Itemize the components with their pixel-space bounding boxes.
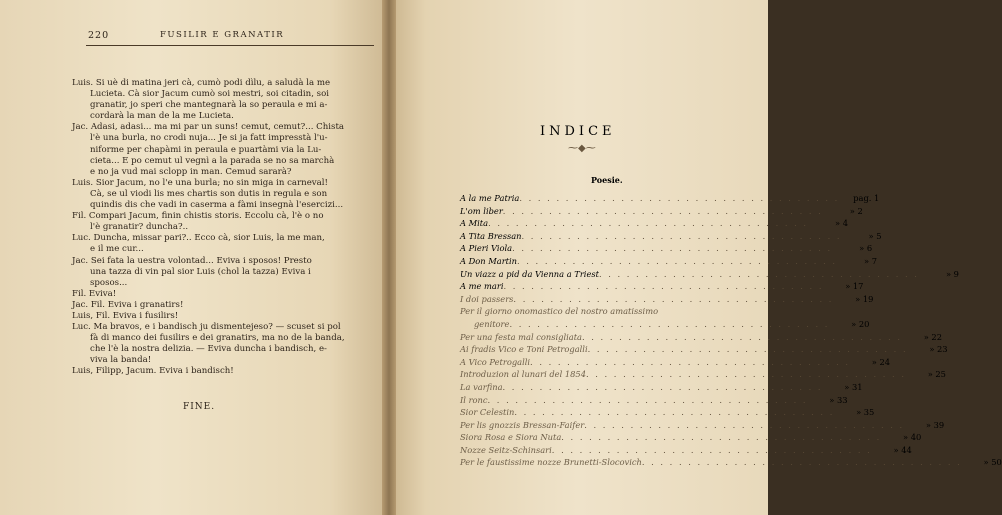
toc-entry-title: genitore (474, 318, 510, 329)
table-of-contents (460, 193, 1002, 470)
toc-entry-title: A Don Martin (460, 255, 517, 266)
toc-leader-dots: . . . . . . . . . . . . . . . . . . . . . . . . . . . . . . . . . . . (514, 407, 835, 418)
toc-entry (460, 444, 912, 458)
toc-entry (460, 432, 922, 445)
toc-entry-title: L'om liber (460, 205, 503, 216)
toc-entry (460, 419, 945, 433)
index-title: INDICE (540, 124, 616, 139)
toc-entry-title: Introduzion al lunari del 1854 (460, 369, 586, 380)
header-rule (86, 45, 374, 46)
text-line: cieta... E po cemut ul vegnì a la parada se no sa marchà (90, 155, 335, 166)
text-line: una tazza di vin pal sior Luis (chol la tazza) Eviva i (90, 266, 311, 277)
text-line: Luc. Ma bravos, e i bandisch ju dismentejeso? — scuset si pol (72, 322, 341, 333)
toc-entry-title: Il ronc (460, 394, 488, 405)
toc-page-number: » 31 (844, 381, 863, 392)
text-line: Fil. Eviva! (72, 288, 117, 299)
text-line: l'è una burla, no crodi nuja... Je si ja fatt impresstà l'u- (90, 133, 328, 144)
page-number: 220 (88, 30, 110, 41)
ornament-icon: ⁓◆⁓ (568, 143, 596, 154)
toc-entry (460, 205, 863, 219)
toc-entry (460, 344, 948, 357)
text-line: Luis. Si uè di matina jeri cà, cumò podi dìlu, a saludà la me (72, 78, 331, 88)
toc-entry (460, 369, 946, 382)
toc-leader-dots: . . . . . . . . . . . . . . . . . . . . . . . . . . . . . . . . . . . (517, 255, 837, 266)
toc-entry-title: A Vico Petrogalli (460, 356, 531, 367)
toc-entry-title: Ai fradis Vico e Toni Petrogalli (460, 344, 588, 355)
toc-entry-title: I doi passers (460, 293, 514, 304)
toc-entry (460, 255, 877, 269)
toc-page-number: » 6 (859, 243, 873, 254)
toc-entry (460, 230, 882, 244)
toc-leader-dots: . . . . . . . . . . . . . . . . . . . . . . . . . . . . . . . . . . . (513, 293, 834, 304)
toc-page-number: » 35 (856, 407, 875, 418)
toc-entry (460, 318, 870, 332)
end-label: FINE. (183, 402, 216, 412)
toc-page-number: » 25 (927, 369, 946, 380)
toc-leader-dots: . . . . . . . . . . . . . . . . . . . . . . . . . . . . . . . . . . . (502, 381, 823, 392)
toc-entry-title: Per le faustissime nozze Brunetti-Slocovich (460, 457, 642, 468)
text-line: che l'è la nostra delizia. — Eviva duncha i bandisch, e- (90, 344, 327, 355)
text-line: Luis, Filipp, Jacum. Eviva i bandisch! (72, 366, 234, 377)
text-line: quindis dis che vadi in caserma a fàmi insegnà l'esercizi... (90, 200, 344, 211)
text-line: Luis. Sior Jacum, no l'e una burla; no sin miga in carneval! (72, 177, 328, 188)
text-line: fà di manco dei fusilirs e dei granatirs, ma no de la banda, (90, 333, 345, 344)
text-line: Luis, Fil. Eviva i fusilirs! (72, 310, 179, 321)
text-line: Fil. Compari Jacum, finin chistis storis. Eccolu cà, l'è o no (72, 211, 324, 222)
toc-entry (460, 218, 849, 231)
toc-leader-dots: . . . . . . . . . . . . . . . . . . . . . . . . . . . . . . . . . . . (487, 394, 808, 405)
toc-entry-title: A Tita Bressan (460, 230, 522, 241)
text-line: Jac. Fil. Eviva i granatirs! (72, 299, 184, 310)
text-line: sposos... (90, 277, 128, 288)
toc-page-number: » 4 (835, 218, 849, 229)
toc-entry (460, 407, 875, 420)
toc-page-number: » 24 (871, 356, 891, 367)
toc-leader-dots: . . . . . . . . . . . . . . . . . . . . . . . . . . . . . . . . . . . (503, 281, 824, 292)
toc-page-number: » 40 (902, 432, 922, 443)
toc-page-number: » 39 (925, 419, 945, 430)
toc-leader-dots: . . . . . . . . . . . . . . . . . . . . . . . . . . . . . . . . . . . (585, 369, 906, 380)
toc-entry (460, 394, 848, 408)
toc-leader-dots: . . . . . . . . . . . . . . . . . . . . . . . . . . . . . . . . . . . (561, 432, 882, 443)
left-page (0, 0, 388, 515)
toc-leader-dots: . . . . . . . . . . . . . . . . . . . . . . . . . . . . . . . . . . . (598, 268, 919, 279)
toc-entry-title: Per il giorno onomastico del nostro amatissimo (460, 306, 659, 317)
toc-page-number: » 50 (983, 457, 1002, 468)
toc-leader-dots: . . . . . . . . . . . . . . . . . . . . . . . . . . . . . . . . . . . (488, 218, 809, 229)
toc-page-number: » 2 (849, 205, 863, 216)
running-head: FUSILIR E GRANATIR (160, 30, 285, 40)
text-line: e no ja vud mai sclopp in man. Cemud sararà? (90, 166, 292, 177)
toc-page-number: » 9 (945, 268, 959, 279)
toc-leader-dots: . . . . . . . . . . . . . . . . . . . . . . . . . . . . . . . . . . . (582, 331, 902, 342)
toc-page-number: » 44 (893, 444, 912, 455)
toc-page-number: » 22 (923, 331, 942, 342)
toc-leader-dots: . . . . . . . . . . . . . . . . . . . . . . . . . . . . . . . . . . . (519, 193, 840, 203)
toc-leader-dots: . . . . . . . . . . . . . . . . . . . . . . . . . . . . . . . . . . . (509, 318, 830, 329)
text-line: Jac. Adasi, adasi... ma mi par un suns! cemut, cemut?... Chista (72, 122, 345, 133)
toc-entry (460, 331, 942, 345)
toc-leader-dots: . . . . . . . . . . . . . . . . . . . . . . . . . . . . . . . . . . . (502, 205, 823, 216)
toc-entry-title: Nozze Seitz-Schinsari (460, 444, 552, 455)
toc-leader-dots: . . . . . . . . . . . . . . . . . . . . . . . . . . . . . . . . . . . (512, 243, 833, 254)
play-text (72, 78, 362, 378)
toc-entry-title: A Pieri Viola (460, 243, 513, 254)
toc-entry (460, 381, 863, 395)
toc-leader-dots: . . . . . . . . . . . . . . . . . . . . . . . . . . . . . . . . . . . (584, 419, 905, 430)
toc-entry-title: Per lis gnozzis Bressan-Faifer (460, 419, 585, 430)
toc-page-number: » 20 (851, 318, 870, 329)
toc-page-number: pag. 1 (853, 193, 880, 203)
toc-entry-title: La varfina (460, 381, 503, 392)
toc-entry (460, 293, 874, 307)
toc-page-number: » 19 (855, 293, 874, 304)
toc-entry (460, 306, 712, 319)
text-line: Jac. Sei fata la uestra volontad... Eviva i sposos! Presto (72, 255, 312, 266)
toc-entry-title: Sior Celestin (460, 407, 515, 418)
toc-leader-dots: . . . . . . . . . . . . . . . . . . . . . . . . . . . . . . . . . . . (521, 230, 842, 241)
toc-entry (460, 356, 891, 370)
toc-entry-title: A la me Patria (460, 193, 520, 203)
toc-entry-title: Per una festa mal consigliata (460, 331, 582, 342)
text-line: cordarà la man de la me Lucieta. (90, 111, 234, 122)
toc-leader-dots: . . . . . . . . . . . . . . . . . . . . . . . . . . . . . . . . . . . (587, 344, 908, 355)
text-line: Cà, se ul viodi lis mes chartis son dutis in regula e son (90, 188, 328, 199)
text-line: niforme per chapàmi in peraula e puartàmi via la Lu- (90, 144, 322, 155)
toc-page-number: » 5 (868, 230, 882, 241)
toc-page-number: » 7 (863, 255, 877, 266)
text-line: e il me cur... (90, 244, 144, 255)
text-line: Luc. Duncha, missar pari?.. Ecco cà, sior Luis, la me man, (72, 233, 325, 244)
text-line: l'è granatir? duncha?.. (90, 222, 189, 233)
toc-entry-title: Siora Rosa e Siora Nuta (460, 432, 562, 443)
toc-entry (460, 243, 873, 256)
text-line: granatir, jo speri che mantegnarà la so peraula e mi a- (90, 100, 328, 111)
section-heading: Poesie. (591, 175, 623, 185)
toc-leader-dots: . . . . . . . . . . . . . . . . . . . . . . . . . . . . . . . . . . . (551, 444, 872, 455)
toc-entry-title: A Mita (460, 218, 489, 229)
toc-entry (460, 281, 864, 294)
toc-leader-dots: . . . . . . . . . . . . . . . . . . . . . . . . . . . . . . . . . . . (530, 356, 851, 367)
toc-entry (460, 457, 1002, 470)
toc-entry-title: Un viazz a pid da Vienna a Triest (460, 268, 599, 279)
toc-page-number: » 23 (929, 344, 948, 355)
text-line: Lucieta. Cà sior Jacum cumò soi mestri, soi citadin, soi (90, 89, 329, 100)
toc-leader-dots: . . . . . . . . . . . . . . . . . . . . . . . . . . . . . . . . . . . (641, 457, 962, 468)
toc-page-number: » 33 (829, 394, 848, 405)
toc-entry (460, 268, 959, 282)
toc-entry-title: A me mari (460, 281, 504, 292)
toc-entry (460, 193, 880, 206)
book-gutter (382, 0, 396, 515)
text-line: viva la banda! (90, 355, 152, 366)
toc-page-number: » 17 (845, 281, 864, 292)
